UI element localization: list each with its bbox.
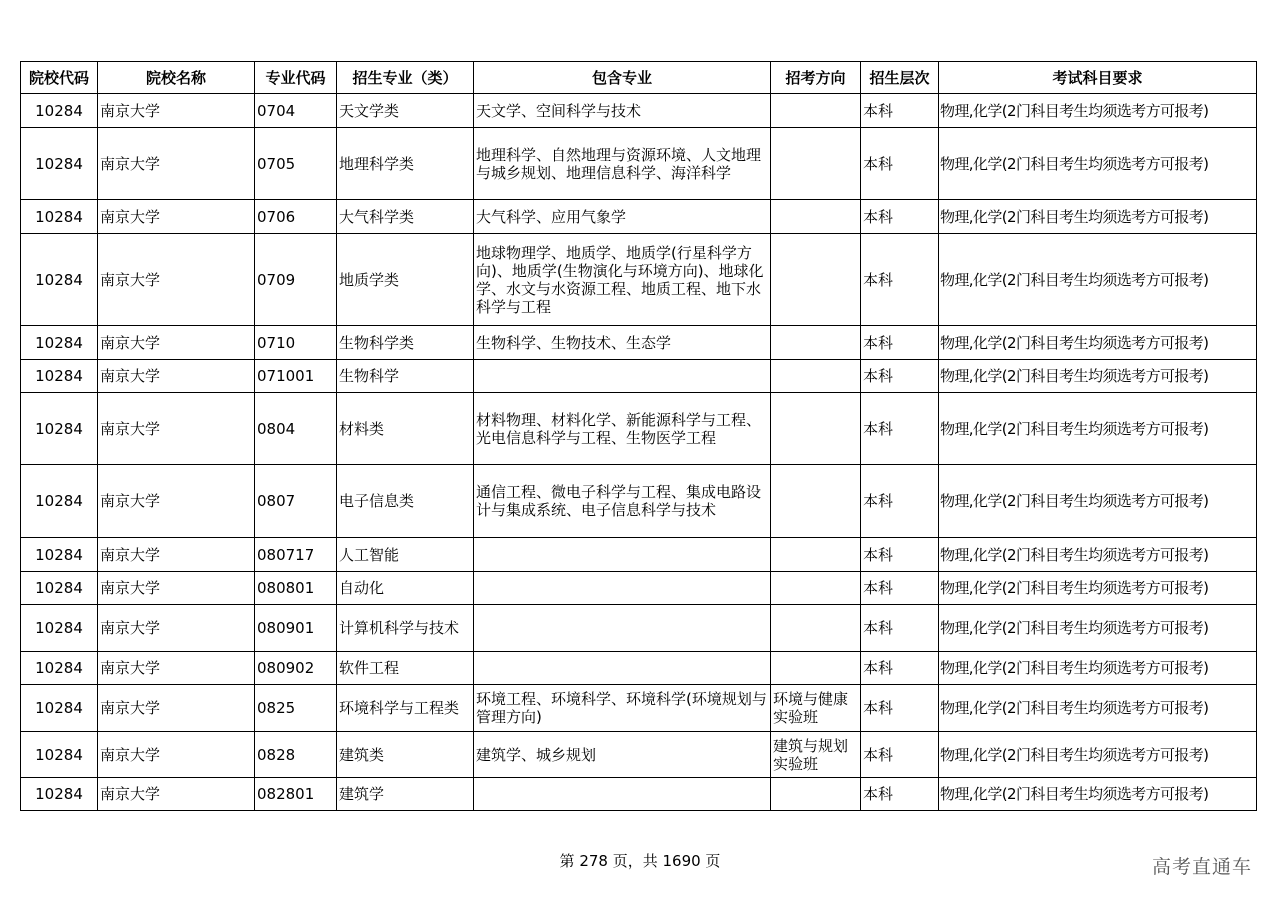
cell-included-majors: 建筑学、城乡规划 [474, 732, 771, 778]
cell-included-majors [474, 778, 771, 811]
cell-level: 本科 [861, 200, 939, 234]
cell-major-category: 材料类 [337, 393, 474, 465]
cell-direction [771, 572, 861, 605]
cell-major-code: 0825 [255, 685, 337, 732]
cell-school-name: 南京大学 [98, 128, 255, 200]
cell-level: 本科 [861, 465, 939, 538]
cell-major-code: 080901 [255, 605, 337, 652]
cell-subject-requirement: 物理,化学(2门科目考生均须选考方可报考) [939, 572, 1257, 605]
cell-included-majors: 大气科学、应用气象学 [474, 200, 771, 234]
table-row [21, 200, 1257, 234]
cell-subject-requirement: 物理,化学(2门科目考生均须选考方可报考) [939, 605, 1257, 652]
table-body [21, 94, 1257, 811]
cell-included-majors [474, 360, 771, 393]
table-header-row [21, 62, 1257, 94]
cell-included-majors: 生物科学、生物技术、生态学 [474, 326, 771, 360]
cell-school-name: 南京大学 [98, 685, 255, 732]
cell-included-majors: 通信工程、微电子科学与工程、集成电路设计与集成系统、电子信息科学与技术 [474, 465, 771, 538]
cell-school-code: 10284 [21, 234, 98, 326]
cell-included-majors: 环境工程、环境科学、环境科学(环境规划与管理方向) [474, 685, 771, 732]
cell-direction [771, 778, 861, 811]
cell-major-category: 建筑类 [337, 732, 474, 778]
cell-level: 本科 [861, 538, 939, 572]
cell-included-majors [474, 572, 771, 605]
table-row [21, 538, 1257, 572]
cell-direction [771, 538, 861, 572]
cell-direction [771, 393, 861, 465]
cell-subject-requirement: 物理,化学(2门科目考生均须选考方可报考) [939, 393, 1257, 465]
header-major-code: 专业代码 [255, 62, 337, 94]
cell-included-majors: 材料物理、材料化学、新能源科学与工程、光电信息科学与工程、生物医学工程 [474, 393, 771, 465]
cell-school-name: 南京大学 [98, 732, 255, 778]
cell-level: 本科 [861, 652, 939, 685]
cell-major-category: 建筑学 [337, 778, 474, 811]
cell-subject-requirement: 物理,化学(2门科目考生均须选考方可报考) [939, 326, 1257, 360]
cell-major-code: 080717 [255, 538, 337, 572]
cell-major-code: 0804 [255, 393, 337, 465]
cell-level: 本科 [861, 685, 939, 732]
cell-school-name: 南京大学 [98, 652, 255, 685]
cell-level: 本科 [861, 360, 939, 393]
cell-major-category: 地理科学类 [337, 128, 474, 200]
cell-subject-requirement: 物理,化学(2门科目考生均须选考方可报考) [939, 778, 1257, 811]
cell-direction [771, 200, 861, 234]
cell-major-category: 计算机科学与技术 [337, 605, 474, 652]
cell-major-code: 071001 [255, 360, 337, 393]
cell-included-majors: 天文学、空间科学与技术 [474, 94, 771, 128]
cell-level: 本科 [861, 605, 939, 652]
cell-school-name: 南京大学 [98, 200, 255, 234]
cell-school-name: 南京大学 [98, 465, 255, 538]
cell-major-code: 0709 [255, 234, 337, 326]
cell-level: 本科 [861, 234, 939, 326]
cell-school-code: 10284 [21, 94, 98, 128]
cell-level: 本科 [861, 572, 939, 605]
cell-school-code: 10284 [21, 200, 98, 234]
cell-direction [771, 94, 861, 128]
cell-school-name: 南京大学 [98, 94, 255, 128]
cell-major-code: 080801 [255, 572, 337, 605]
cell-school-code: 10284 [21, 326, 98, 360]
header-school-name: 院校名称 [98, 62, 255, 94]
table-row [21, 360, 1257, 393]
cell-major-category: 人工智能 [337, 538, 474, 572]
cell-school-name: 南京大学 [98, 538, 255, 572]
table-row [21, 326, 1257, 360]
cell-major-code: 080902 [255, 652, 337, 685]
cell-major-category: 地质学类 [337, 234, 474, 326]
cell-direction [771, 465, 861, 538]
cell-major-code: 0705 [255, 128, 337, 200]
cell-included-majors: 地球物理学、地质学、地质学(行星科学方向)、地质学(生物演化与环境方向)、地球化学、水文与水资源工程、地质工程、地下水科学与工程 [474, 234, 771, 326]
table-row [21, 732, 1257, 778]
cell-school-code: 10284 [21, 685, 98, 732]
cell-school-name: 南京大学 [98, 605, 255, 652]
cell-level: 本科 [861, 128, 939, 200]
cell-level: 本科 [861, 393, 939, 465]
cell-major-category: 电子信息类 [337, 465, 474, 538]
cell-school-name: 南京大学 [98, 778, 255, 811]
cell-school-code: 10284 [21, 778, 98, 811]
cell-direction [771, 360, 861, 393]
cell-subject-requirement: 物理,化学(2门科目考生均须选考方可报考) [939, 200, 1257, 234]
cell-school-code: 10284 [21, 652, 98, 685]
header-subject-requirement: 考试科目要求 [939, 62, 1257, 94]
cell-school-code: 10284 [21, 732, 98, 778]
header-included-majors: 包含专业 [474, 62, 771, 94]
cell-major-code: 082801 [255, 778, 337, 811]
cell-subject-requirement: 物理,化学(2门科目考生均须选考方可报考) [939, 732, 1257, 778]
cell-school-code: 10284 [21, 360, 98, 393]
cell-major-code: 0828 [255, 732, 337, 778]
cell-subject-requirement: 物理,化学(2门科目考生均须选考方可报考) [939, 94, 1257, 128]
table-row [21, 685, 1257, 732]
table-row [21, 128, 1257, 200]
table-row [21, 94, 1257, 128]
cell-school-name: 南京大学 [98, 360, 255, 393]
cell-level: 本科 [861, 732, 939, 778]
cell-level: 本科 [861, 326, 939, 360]
cell-school-code: 10284 [21, 393, 98, 465]
page-number: 第 278 页，共 1690 页 [559, 852, 721, 870]
header-major-category: 招生专业（类） [337, 62, 474, 94]
cell-level: 本科 [861, 94, 939, 128]
cell-major-category: 环境科学与工程类 [337, 685, 474, 732]
cell-subject-requirement: 物理,化学(2门科目考生均须选考方可报考) [939, 465, 1257, 538]
cell-subject-requirement: 物理,化学(2门科目考生均须选考方可报考) [939, 538, 1257, 572]
cell-included-majors [474, 652, 771, 685]
table-row [21, 778, 1257, 811]
cell-direction [771, 326, 861, 360]
header-direction: 招考方向 [771, 62, 861, 94]
cell-major-category: 天文学类 [337, 94, 474, 128]
cell-major-code: 0706 [255, 200, 337, 234]
cell-subject-requirement: 物理,化学(2门科目考生均须选考方可报考) [939, 128, 1257, 200]
cell-major-code: 0807 [255, 465, 337, 538]
cell-direction [771, 652, 861, 685]
table-row [21, 234, 1257, 326]
cell-subject-requirement: 物理,化学(2门科目考生均须选考方可报考) [939, 652, 1257, 685]
cell-major-code: 0710 [255, 326, 337, 360]
cell-school-code: 10284 [21, 465, 98, 538]
header-level: 招生层次 [861, 62, 939, 94]
table-row [21, 572, 1257, 605]
table-row [21, 652, 1257, 685]
admissions-table [20, 61, 1257, 811]
cell-direction [771, 128, 861, 200]
cell-school-code: 10284 [21, 572, 98, 605]
cell-school-code: 10284 [21, 538, 98, 572]
cell-subject-requirement: 物理,化学(2门科目考生均须选考方可报考) [939, 234, 1257, 326]
cell-school-code: 10284 [21, 128, 98, 200]
cell-included-majors [474, 538, 771, 572]
cell-included-majors: 地理科学、自然地理与资源环境、人文地理与城乡规划、地理信息科学、海洋科学 [474, 128, 771, 200]
table-row [21, 605, 1257, 652]
cell-major-category: 软件工程 [337, 652, 474, 685]
cell-school-name: 南京大学 [98, 326, 255, 360]
cell-school-name: 南京大学 [98, 572, 255, 605]
cell-school-name: 南京大学 [98, 393, 255, 465]
table-row [21, 465, 1257, 538]
cell-direction: 建筑与规划实验班 [771, 732, 861, 778]
watermark: 高考直通车 [1151, 856, 1252, 878]
cell-included-majors [474, 605, 771, 652]
cell-subject-requirement: 物理,化学(2门科目考生均须选考方可报考) [939, 685, 1257, 732]
cell-direction [771, 234, 861, 326]
table-row [21, 393, 1257, 465]
header-school-code: 院校代码 [21, 62, 98, 94]
cell-school-code: 10284 [21, 605, 98, 652]
cell-direction [771, 605, 861, 652]
cell-level: 本科 [861, 778, 939, 811]
cell-major-code: 0704 [255, 94, 337, 128]
cell-subject-requirement: 物理,化学(2门科目考生均须选考方可报考) [939, 360, 1257, 393]
cell-direction: 环境与健康实验班 [771, 685, 861, 732]
cell-major-category: 自动化 [337, 572, 474, 605]
cell-major-category: 大气科学类 [337, 200, 474, 234]
cell-major-category: 生物科学类 [337, 326, 474, 360]
cell-school-name: 南京大学 [98, 234, 255, 326]
cell-major-category: 生物科学 [337, 360, 474, 393]
